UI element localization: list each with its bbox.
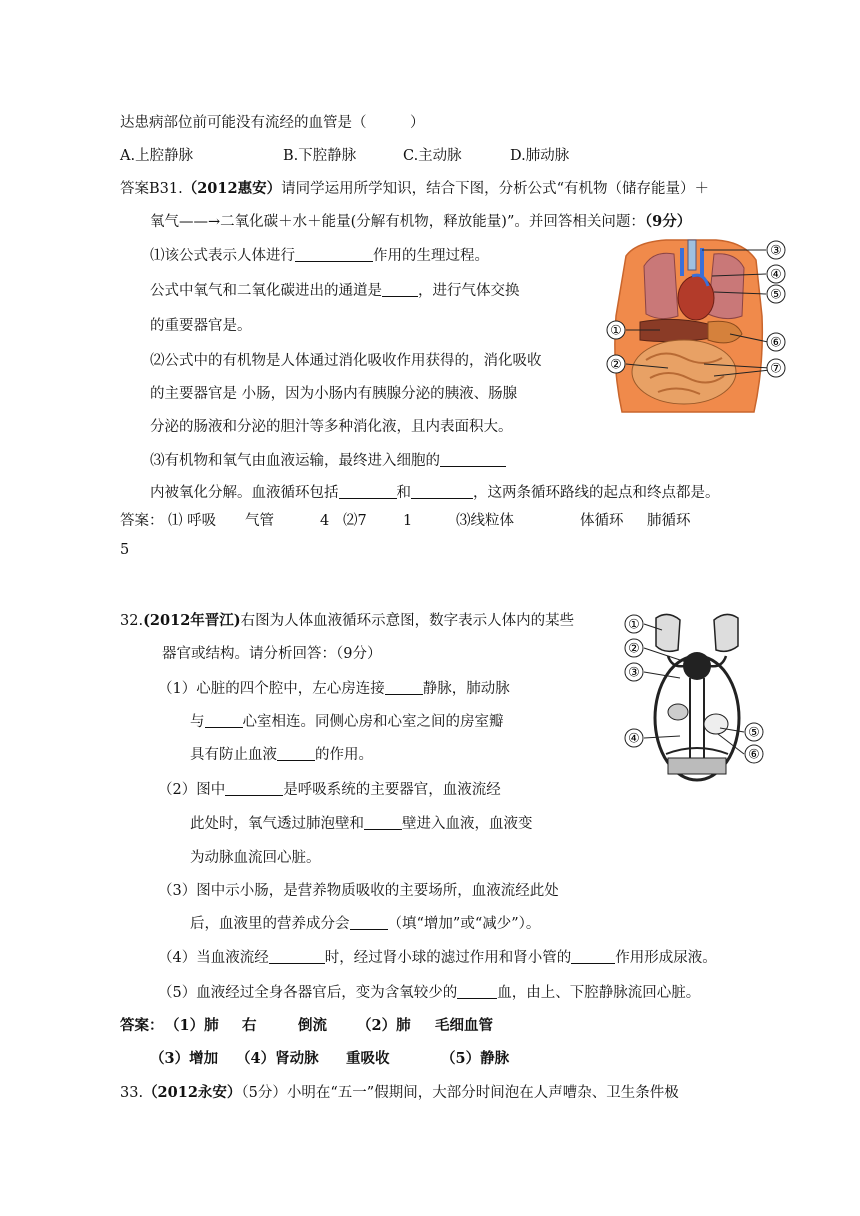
q32-s2-line <box>158 780 501 800</box>
circ-label-6: ⑥ <box>748 747 760 763</box>
q31-part1-line <box>150 246 489 266</box>
q31-p3-blank[interactable] <box>440 452 506 467</box>
q31-answer-4: ⑵7 <box>343 513 367 529</box>
q31-p1-blank[interactable] <box>295 247 373 262</box>
q32-answer-3: 倒流 <box>298 1017 327 1034</box>
q32-s1-blank-3[interactable] <box>277 746 315 761</box>
q32-s2-blank-2[interactable] <box>364 815 402 830</box>
q33-source: （2012永安） <box>143 1084 242 1101</box>
q30-stem-end: 达患病部位前可能没有流经的血管是（ ） <box>120 115 425 131</box>
q31-p1-text: ⑴该公式表示人体进行 <box>150 248 295 264</box>
q31-p3b-blank-2[interactable] <box>411 484 473 499</box>
q33-text: （5分）小明在“五一”假期间，大部分时间泡在人声嘈杂、卫生条件极 <box>241 1085 679 1101</box>
torso-label-1: ① <box>610 323 622 339</box>
q32-s4-blank-1[interactable] <box>269 949 325 964</box>
q32-s3-blank[interactable] <box>350 915 388 930</box>
q32-s1f-text: 的作用。 <box>315 747 373 763</box>
q32-circulation-figure <box>620 608 770 784</box>
q32-intro-line <box>120 611 574 631</box>
q32-s3-line: （3）图中示小肠，是营养物质吸收的主要场所，血液流经此处 <box>158 883 559 899</box>
q32-s2d-text: 壁进入血液，血液变 <box>402 816 533 832</box>
q31-intro2-a: 氧气—— <box>150 214 208 230</box>
q32-intro: 右图为人体血液循环示意图，数字表示人体内的某些 <box>240 613 575 629</box>
q31-p3b-blank-1[interactable] <box>339 484 397 499</box>
q32-answer-7: （4）肾动脉 <box>236 1050 319 1067</box>
q31-points: （9分） <box>644 213 692 230</box>
q32-answer-6: （3）增加 <box>150 1050 219 1067</box>
q32-s1e-line <box>190 745 373 765</box>
q31-answer-prefix: 答案B <box>120 181 160 197</box>
torso-label-4: ④ <box>770 267 782 283</box>
q31-part2a-line: ⑵公式中的有机物是人体通过消化吸收作用获得的，消化吸收 <box>150 353 542 369</box>
q32-s1-blank-1[interactable] <box>385 680 423 695</box>
q32-s1-blank-2[interactable] <box>205 713 243 728</box>
q31-intro-line-2 <box>150 212 691 232</box>
circ-label-4: ④ <box>628 731 640 747</box>
q32-intro-line-2: 器官或结构。请分析回答：（9分） <box>162 646 382 662</box>
q31-p3b-and: 和 <box>396 485 411 501</box>
q31-p1c-text: 公式中氧气和二氧化碳进出的通道是 <box>150 283 382 299</box>
q31-part1d-line: 的重要器官是。 <box>150 318 252 334</box>
circulation-diagram <box>620 608 770 784</box>
q33-number: 33. <box>120 1085 144 1101</box>
q31-answer-7: 体循环 <box>580 513 624 529</box>
q32-s2-text-b: 是呼吸系统的主要器官，血液流经 <box>283 782 501 798</box>
q31-part3b-line <box>150 483 720 503</box>
q31-part3a-line <box>150 451 506 471</box>
circ-label-5: ⑤ <box>748 725 760 741</box>
q30-option-d: D.肺动脉 <box>510 148 570 164</box>
q32-s4-blank-2[interactable] <box>571 949 615 964</box>
q32-s2c-line <box>190 814 533 834</box>
q32-s5-text-b: 血，由上、下腔静脉流回心脏。 <box>497 985 701 1001</box>
q31-answer-2: 气管 <box>245 513 274 529</box>
q31-number: 31. <box>159 181 183 197</box>
q32-number: 32. <box>120 613 144 629</box>
q32-answer-2: 右 <box>242 1017 257 1034</box>
torso-illustration <box>604 236 786 414</box>
q31-part2c-line: 分泌的肠液和分泌的胆汁等多种消化液，且内表面积大。 <box>150 419 513 435</box>
q30-option-c: C.主动脉 <box>403 148 462 164</box>
q31-p3b-text: 内被氧化分解。血液循环包括 <box>150 485 339 501</box>
q32-answer-4: （2）肺 <box>357 1017 411 1034</box>
q31-p3b-text-end: ，这两条循环路线的起点和终点都是。 <box>473 485 720 501</box>
q32-s1-text-b: 静脉，肺动脉 <box>422 681 510 697</box>
q32-answer-5: 毛细血管 <box>435 1017 493 1034</box>
q32-s4-line <box>158 948 717 968</box>
circ-label-2: ② <box>628 641 640 657</box>
q32-answer-label: 答案： <box>120 1017 164 1034</box>
q31-answer-last: 5 <box>120 542 130 558</box>
q31-p3-text: ⑶有机物和氧气由血液运输，最终进入细胞的 <box>150 453 440 469</box>
q32-s1c-line <box>190 712 504 732</box>
q32-answer-9: （5）静脉 <box>441 1050 510 1067</box>
q32-s2e-line: 为动脉血流回心脏。 <box>190 850 321 866</box>
q33-line <box>120 1083 679 1103</box>
torso-label-6: ⑥ <box>770 335 782 351</box>
circ-label-3: ③ <box>628 665 640 681</box>
q31-answer-5: 1 <box>403 513 413 529</box>
circ-label-1: ① <box>628 617 640 633</box>
q32-answer-1: （1）肺 <box>165 1017 219 1034</box>
q32-s4-text-c: 作用形成尿液。 <box>615 950 717 966</box>
q31-torso-figure <box>604 236 786 414</box>
q31-arrow: → <box>208 214 221 230</box>
q31-answer-1: ⑴ 呼吸 <box>168 513 217 529</box>
q31-part1c-line <box>150 281 520 301</box>
q32-s1d-text: 心室相连。同侧心房和心室之间的房室瓣 <box>242 714 504 730</box>
q31-part2b-line: 的主要器官是 小肠，因为小肠内有胰腺分泌的胰液、肠腺 <box>150 386 518 402</box>
q31-answer-8: 肺循环 <box>647 513 691 529</box>
q31-intro-line <box>120 179 709 199</box>
torso-label-5: ⑤ <box>770 287 782 303</box>
q32-s5-blank[interactable] <box>457 984 497 999</box>
q30-option-a: A.上腔静脉 <box>120 148 194 164</box>
torso-label-2: ② <box>610 357 622 373</box>
q31-answer-3: 4 <box>320 513 330 529</box>
torso-label-3: ③ <box>770 243 782 259</box>
q32-s5-line <box>158 983 700 1003</box>
q32-s2c-text: 此处时，氧气透过肺泡壁和 <box>190 816 364 832</box>
q31-p1c-text-end: ，进行气体交换 <box>418 283 520 299</box>
q32-answer-8: 重吸收 <box>346 1050 390 1067</box>
q32-s4-text: （4）当血液流经 <box>158 950 269 966</box>
q31-intro2-b: 二氧化碳＋水＋能量(分解有机物，释放能量)”。并回答相关问题： <box>220 214 645 230</box>
q31-intro: 请同学运用所学知识，结合下图，分析公式“有机物（储存能量）＋ <box>281 181 709 197</box>
q31-p1-text-end: 作用的生理过程。 <box>373 248 489 264</box>
q32-s3b-line <box>190 914 540 934</box>
q31-answer-6: ⑶线粒体 <box>456 513 514 529</box>
q32-source: (2012年晋江) <box>143 612 241 629</box>
q32-s2-blank-1[interactable] <box>225 781 283 796</box>
q32-s1c-text: 与 <box>190 714 205 730</box>
q32-s4-text-b: 时，经过肾小球的滤过作用和肾小管的 <box>324 950 572 966</box>
q32-s5-text: （5）血液经过全身各器官后，变为含氧较少的 <box>158 985 458 1001</box>
q32-s3c-text: （填“增加”或“减少”）。 <box>387 916 541 932</box>
q31-answer-line <box>120 511 164 531</box>
q32-s3b-text: 后，血液里的营养成分会 <box>190 916 350 932</box>
q32-s1-text: （1）心脏的四个腔中，左心房连接 <box>158 681 385 697</box>
q32-s1e-text: 具有防止血液 <box>190 747 277 763</box>
torso-label-7: ⑦ <box>770 361 782 377</box>
q31-answer-label: 答案： <box>120 513 164 529</box>
q31-source: （2012惠安） <box>182 180 282 197</box>
q31-p1c-blank[interactable] <box>382 282 418 297</box>
q30-option-b: B.下腔静脉 <box>283 148 357 164</box>
q32-s1-line <box>158 679 510 699</box>
q32-s2-text: （2）图中 <box>158 782 226 798</box>
